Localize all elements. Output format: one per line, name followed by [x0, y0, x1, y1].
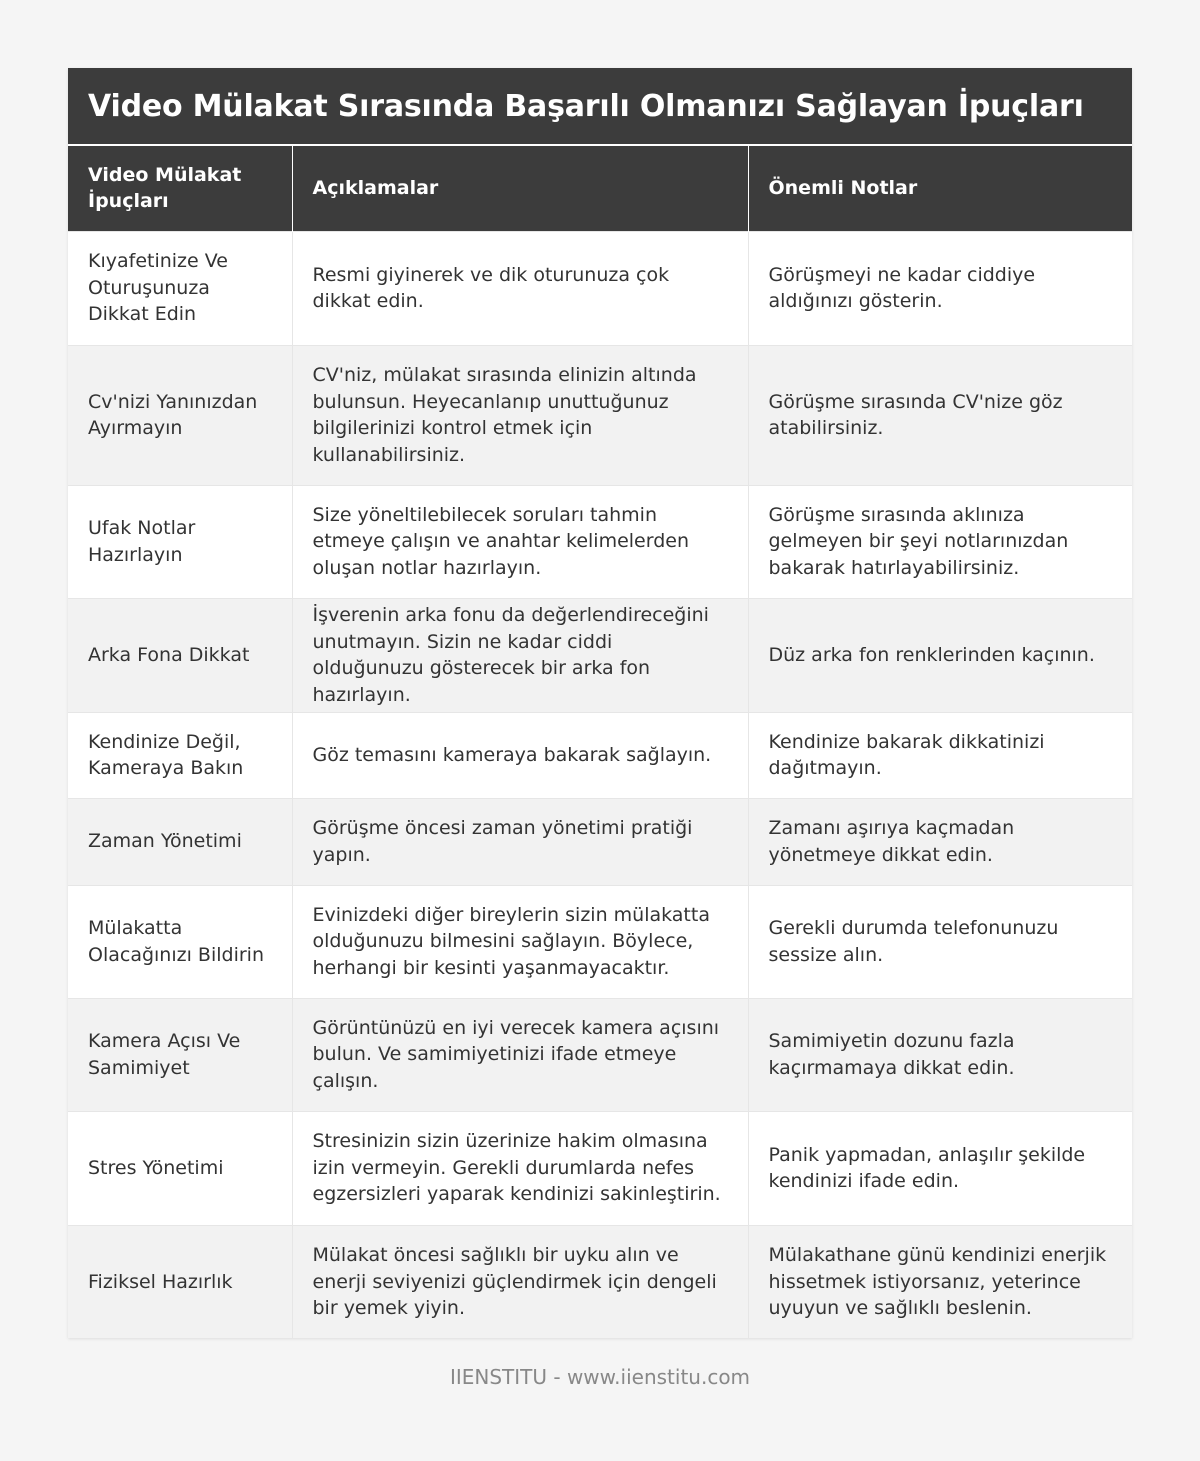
description-cell: Resmi giyinerek ve dik oturunuza çok dikkat edin. [292, 231, 748, 345]
note-cell: Samimiyetin dozunu fazla kaçırmamaya dikkat edin. [748, 998, 1132, 1111]
tip-cell: Kıyafetinize Ve Oturuşunuza Dikkat Edin [68, 231, 292, 345]
tip-cell: Arka Fona Dikkat [68, 598, 292, 712]
description-cell: Göz temasını kameraya bakarak sağlayın. [292, 712, 748, 798]
table-header-row [68, 145, 1132, 231]
description-cell: Görüşme öncesi zaman yönetimi pratiği yapın. [292, 798, 748, 885]
description-cell: Size yöneltilebilecek soruları tahmin etmeye çalışın ve anahtar kelimelerden oluşan notlar hazırlayın. [292, 485, 748, 598]
note-cell: Zamanı aşırıya kaçmadan yönetmeye dikkat edin. [748, 798, 1132, 885]
footer-credit: IIENSTITU - www.iienstitu.com [449, 1365, 751, 1389]
table-row [68, 798, 1132, 885]
title-bar [68, 68, 1132, 144]
note-cell: Panik yapmadan, anlaşılır şekilde kendinizi ifade edin. [748, 1111, 1132, 1225]
table-row [68, 598, 1132, 712]
description-cell: Evinizdeki diğer bireylerin sizin mülakatta olduğunuzu bilmesini sağlayın. Böylece, herhangi bir kesinti yaşanmayacaktır. [292, 885, 748, 998]
note-cell: Kendinize bakarak dikkatinizi dağıtmayın. [748, 712, 1132, 798]
table-row [68, 345, 1132, 485]
table-row [68, 998, 1132, 1111]
description-cell: İşverenin arka fonu da değerlendireceğini unutmayın. Sizin ne kadar ciddi olduğunuzu gösterecek bir arka fon hazırlayın. [292, 598, 748, 712]
column-header-descriptions: Açıklamalar [292, 145, 748, 231]
description-cell: Mülakat öncesi sağlıklı bir uyku alın ve enerji seviyenizi güçlendirmek için dengeli bir yemek yiyin. [292, 1225, 748, 1338]
tip-cell: Cv'nizi Yanınızdan Ayırmayın [68, 345, 292, 485]
description-cell: Stresinizin sizin üzerinize hakim olmasına izin vermeyin. Gerekli durumlarda nefes egzersizleri yaparak kendinizi sakinleştirin. [292, 1111, 748, 1225]
note-cell: Düz arka fon renklerinden kaçının. [748, 598, 1132, 712]
note-cell: Görüşmeyi ne kadar ciddiye aldığınızı gösterin. [748, 231, 1132, 345]
description-cell: CV'niz, mülakat sırasında elinizin altında bulunsun. Heyecanlanıp unuttuğunuz bilgilerinizi kontrol etmek için kullanabilirsiniz. [292, 345, 748, 485]
tip-cell: Kendinize Değil, Kameraya Bakın [68, 712, 292, 798]
description-cell: Görüntünüzü en iyi verecek kamera açısını bulun. Ve samimiyetinizi ifade etmeye çalışın. [292, 998, 748, 1111]
tip-cell: Stres Yönetimi [68, 1111, 292, 1225]
tip-cell: Ufak Notlar Hazırlayın [68, 485, 292, 598]
table-row [68, 1111, 1132, 1225]
column-header-notes: Önemli Notlar [748, 145, 1132, 231]
tip-cell: Kamera Açısı Ve Samimiyet [68, 998, 292, 1111]
tip-cell: Zaman Yönetimi [68, 798, 292, 885]
note-cell: Görüşme sırasında aklınıza gelmeyen bir şeyi notlarınızdan bakarak hatırlayabilirsiniz. [748, 485, 1132, 598]
tips-card [68, 68, 1132, 1338]
table-row [68, 231, 1132, 345]
page-title: Video Mülakat Sırasında Başarılı Olmanızı Sağlayan İpuçları [88, 88, 1084, 124]
tip-cell: Fiziksel Hazırlık [68, 1225, 292, 1338]
tip-cell: Mülakatta Olacağınızı Bildirin [68, 885, 292, 998]
table-row [68, 885, 1132, 998]
note-cell: Mülakathane günü kendinizi enerjik hissetmek istiyorsanız, yeterince uyuyun ve sağlıklı beslenin. [748, 1225, 1132, 1338]
table-row [68, 485, 1132, 598]
tips-table [68, 144, 1132, 1338]
table-row [68, 1225, 1132, 1338]
column-header-tips: Video Mülakat İpuçları [68, 145, 292, 231]
table-row [68, 712, 1132, 798]
note-cell: Gerekli durumda telefonunuzu sessize alın. [748, 885, 1132, 998]
note-cell: Görüşme sırasında CV'nize göz atabilirsiniz. [748, 345, 1132, 485]
